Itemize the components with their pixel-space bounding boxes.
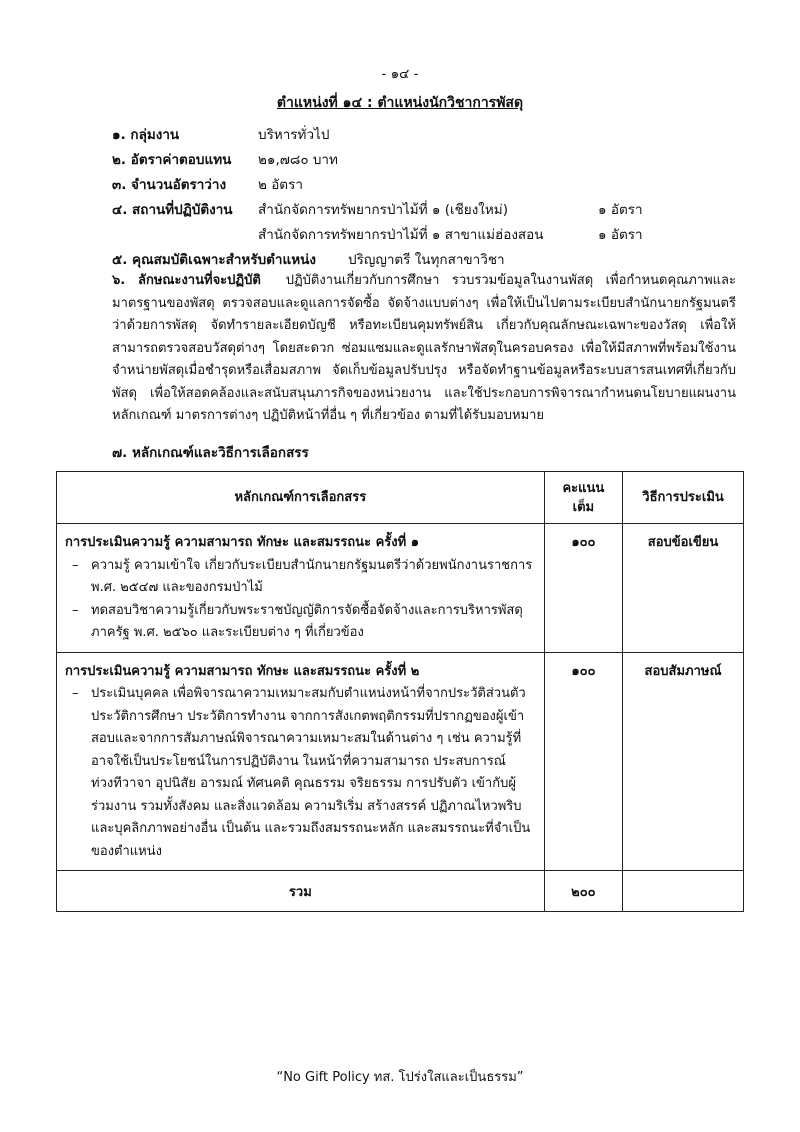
qualification-label: ๕. คุณสมบัติเฉพาะสำหรับตำแหน่ง [112,252,316,268]
criteria-title: การประเมินความรู้ ความสามารถ ทักษะ และสมรรถนะ ครั้งที่ ๑ [65,535,419,550]
salary-value: ๒๑,๗๘๐ บาท [258,152,338,168]
duties-text: ปฏิบัติงานเกี่ยวกับการศึกษา รวบรวมข้อมูลในงานพัสดุ เพื่อกำหนดคุณภาพและมาตรฐานของพัสดุ ตรวจสอบและดูแลการจัดซื้อ จัดจ้างแบบต่างๆ เพื่อให้เป็นไปตามระเบียบสำนักนายกรัฐมนตรีว่าด้วยการพัสดุ จัดทำรายละเอียดบัญชี หรือทะเบียนคุมทรัพย์สิน เกี่ยวกับคุณลักษณะเฉพาะของวัสดุ เพื่อให้สามารถตรวจสอบวัสดุต่างๆ โดยสะดวก ซ่อมแซมและดูแลรักษาพัสดุในครอบครอง เพื่อให้มีสภาพที่พร้อมใช้งาน จำหน่ายพัสดุเมื่อชำรุดหรือเสื่อมสภาพ จัดเก็บข้อมูลปรับปรุง หรือจัดทำฐานข้อมูลหรือระบบสารสนเทศที่เกี่ยวกับพัสดุ เพื่อให้สอดคล้องและสนับสนุนภารกิจของหน่วยงาน และใช้ประกอบการพิจารณากำหนดนโยบายแผนงาน หลักเกณฑ์ มาตรการต่างๆ ปฏิบัติหน้าที่อื่น ๆ ที่เกี่ยวข้อง ตามที่ได้รับมอบหมาย [112,273,737,423]
header-score: คะแนน เต็ม [544,472,622,524]
vacancies-label: ๓. จำนวนอัตราว่าง [112,177,227,193]
total-label: รวม [57,871,545,912]
score-cell: ๑๐๐ [544,524,622,653]
selection-criteria-table [56,471,744,912]
group-value: บริหารทั่วไป [258,127,330,143]
criteria-bullet: – ประเมินบุคคล เพื่อพิจารณาความเหมาะสมกับตำแหน่งหน้าที่จากประวัติส่วนตัว ประวัติการศึกษา ประวัติการทำงาน จากการสังเกตพฤติกรรมที่ปรากฏของผู้เข้าสอบและจากการสัมภาษณ์พิจารณาความเหมาะสมในด้านต่าง ๆ เช่น ความรู้ที่อาจใช้เป็นประโยชน์ในการปฏิบัติงาน ในหน้าที่ความสามารถ ประสบการณ์ ท่วงทีวาจา อุปนิสัย อารมณ์ ทัศนคติ คุณธรรม จริยธรรม การปรับตัว เข้ากับผู้ร่วมงาน รวมทั้งสังคม และสิ่งแวดล้อม ความริเริ่ม สร้างสรรค์ ปฏิภาณไหวพริบ และบุคลิกภาพอย่างอื่น เป็นต้น และรวมถึงสมรรถนะหลัก และสมรรถนะที่จำเป็นของตำแหน่ง [72,686,531,859]
duties-paragraph [84,270,736,428]
total-row [57,871,744,912]
criteria-bullet: – ทดสอบวิชาความรู้เกี่ยวกับพระราชบัญญัติการจัดซื้อจัดจ้างและการบริหารพัสดุภาครัฐ พ.ศ. ๒๕๖๐ และระเบียบต่าง ๆ ที่เกี่ยวข้อง [72,602,523,640]
location-name: สำนักจัดการทรัพยากรป่าไม้ที่ ๑ (เชียงใหม่) [258,202,508,218]
total-score: ๒๐๐ [544,871,622,912]
footer-policy: “No Gift Policy ทส. โปร่งใสและเป็นธรรม” [276,1070,524,1085]
group-label: ๑. กลุ่มงาน [112,127,180,143]
criteria-title: การประเมินความรู้ ความสามารถ ทักษะ และสมรรถนะ ครั้งที่ ๒ [65,663,420,679]
criteria-bullet: – ความรู้ ความเข้าใจ เกี่ยวกับระเบียบสำนักนายกรัฐมนตรีว่าด้วยพนักงานราชการ พ.ศ. ๒๕๔๗ และของกรมป่าไม้ [72,557,533,595]
qualification-value: ปริญญาตรี ในทุกสาขาวิชา [348,252,505,268]
vacancies-value: ๒ อัตรา [258,177,303,193]
selection-label: ๗. หลักเกณฑ์และวิธีการเลือกสรร [112,445,309,461]
method-cell: สอบข้อเขียน [623,524,744,653]
location-label: ๔. สถานที่ปฏิบัติงาน [112,202,233,218]
criteria-cell [57,524,545,653]
location-count: ๑ อัตรา [598,202,643,218]
location-count: ๑ อัตรา [598,227,643,243]
location-name: สำนักจัดการทรัพยากรป่าไม้ที่ ๑ สาขาแม่ฮ่องสอน [258,227,544,243]
position-heading: ตำแหน่งที่ ๑๔ : ตำแหน่งนักวิชาการพัสดุ [276,95,524,111]
header-criteria: หลักเกณฑ์การเลือกสรร [57,472,545,524]
table-row [57,652,744,871]
header-method: วิธีการประเมิน [623,472,744,524]
salary-label: ๒. อัตราค่าตอบแทน [112,152,232,168]
method-cell: สอบสัมภาษณ์ [623,652,744,871]
table-header-row [57,472,744,524]
score-cell: ๑๐๐ [544,652,622,871]
table-row [57,524,744,653]
page-number: - ๑๔ - [381,66,419,82]
criteria-cell [57,652,545,871]
duties-label: ๖. ลักษณะงานที่จะปฏิบัติ [112,273,261,288]
total-method-empty [623,871,744,912]
